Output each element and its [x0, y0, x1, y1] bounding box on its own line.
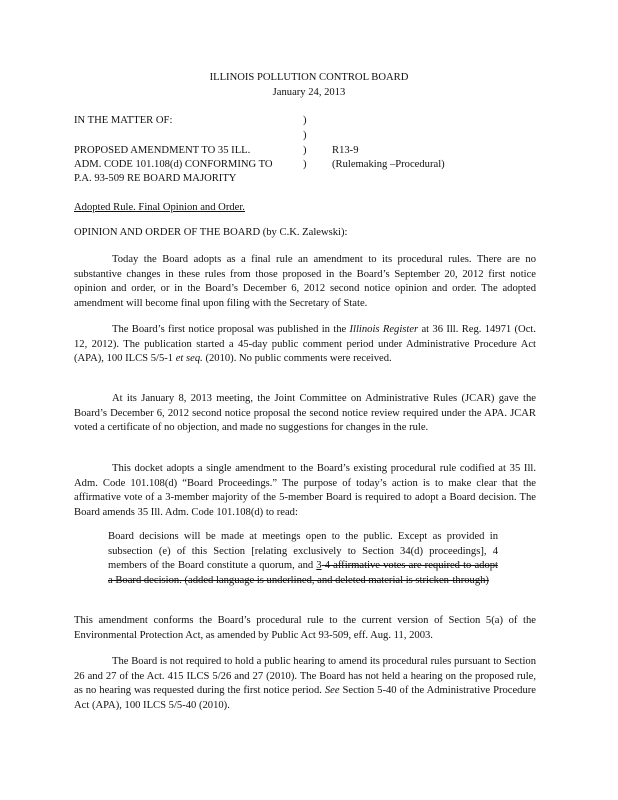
paragraph-first-notice: The Board’s first notice proposal was published in the Illinois Register at 36 Ill. Reg. 14971 (Oct. 12, 2012). The publication started a 45-day public comment period under Administrative Procedure Act (APA), 100 ILCS 5/5-1 et seq. (2010). No public comments were received. [74, 324, 536, 365]
caption-paren: ) [303, 130, 307, 141]
order-date: January 24, 2013 [272, 87, 346, 98]
docket-type: (Rulemaking –Procedural) [332, 159, 445, 170]
paragraph-jcar: At its January 8, 2013 meeting, the Joint Committee on Administrative Rules (JCAR) gave the Board’s December 6, 2012 second notice proposal the second notice review required under the APA. JCAR voted a certificate of no objection, and made no suggestions for changes in the rule. [74, 393, 536, 434]
illinois-register-citation: Illinois Register [349, 324, 419, 335]
paragraph-hearing: The Board is not required to hold a public hearing to amend its procedural rules pursuant to Section 26 and 27 of the Act. 415 ILCS 5/26 and 27 (2010). The Board has not held a hearing on the proposed rule, as no hearing was requested during the first notice period. See Section 5-40 of the Administrative Procedure Act (APA), 100 ILCS 5/5-40 (2010). [74, 656, 537, 711]
opinion-heading: OPINION AND ORDER OF THE BOARD (by C.K. Zalewski): [74, 227, 348, 238]
caption-line-3: P.A. 93-509 RE BOARD MAJORITY [74, 173, 237, 184]
paragraph-docket: This docket adopts a single amendment to the Board’s existing procedural rule codified at 35 Ill. Adm. Code 101.108(d) “Board Proceedings.” The purpose of today’s action is to make clear that the affirmative vote of a 3-member majority of the 5-member Board is required to adopt a Board decision. The Board amends 35 Ill. Adm. Code 101.108(d) to read: [74, 463, 536, 518]
added-language: 3 [316, 560, 322, 572]
paragraph-final-rule: Today the Board adopts as a final rule an amendment to its procedural rules. There are no substantive changes in these rules from those proposed in the Board’s September 20, 2012 first notice opinion and order, or in the Board’s December 6, 2012 second notice opinion and order. The adopted amendment will become final upon filing with the Secretary of State. [74, 254, 536, 309]
caption-line-2: ADM. CODE 101.108(d) CONFORMING TO [74, 159, 273, 170]
caption-paren: ) [303, 145, 307, 156]
rule-text-quote: Board decisions will be made at meetings open to the public. Except as provided in subsection (e) of this Section [relating exclusively to Section 34(d) proceedings], 4 members of the Board constitute a quorum, and 3 4 affirmative votes are required to adopt a Board decision. (added language is underlined, and deleted material is stricken-through) [108, 531, 498, 586]
paragraph-conformance: This amendment conforms the Board’s procedural rule to the current version of Section 5(a) of the Environmental Protection Act, as amended by Public Act 93-509, eff. Aug. 11, 2003. [74, 615, 536, 641]
caption-paren: ) [303, 159, 307, 170]
deleted-language: 4 affirmative votes are required to adopt a Board decision. (added language is underlined, and deleted material is stricken-through) [108, 560, 498, 586]
caption-line-1: PROPOSED AMENDMENT TO 35 ILL. [74, 145, 251, 156]
adopted-rule-heading: Adopted Rule. Final Opinion and Order. [74, 202, 245, 213]
caption-paren: ) [303, 115, 307, 126]
docket-number: R13-9 [332, 145, 359, 156]
board-title: ILLINOIS POLLUTION CONTROL BOARD [209, 72, 409, 83]
in-the-matter-label: IN THE MATTER OF: [74, 115, 173, 126]
